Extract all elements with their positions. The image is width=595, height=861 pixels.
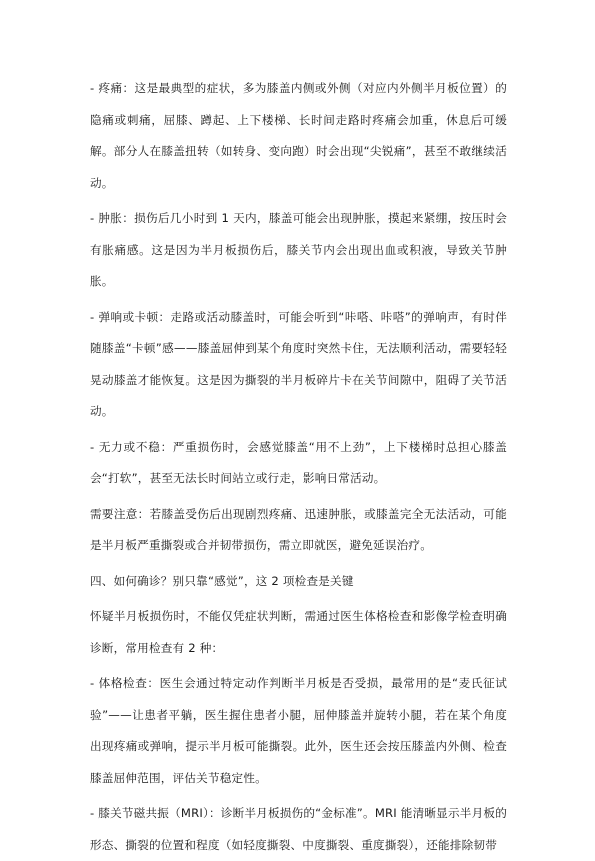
- paragraph-pain: - 疼痛：这是最典型的症状，多为膝盖内侧或外侧（对应内外侧半月板位置）的隐痛或刺痛，屈膝、蹲起、上下楼梯、长时间走路时疼痛会加重，休息后可缓解。部分人在膝盖扭转（如转身、变向跑）时会出现“尖锐痛”，甚至不敢继续活动。: [90, 81, 507, 190]
- paragraph-clicking: - 弹响或卡顿：走路或活动膝盖时，可能会听到“咔嗒、咔嗒”的弹响声，有时伴随膝盖“卡顿”感——膝盖屈伸到某个角度时突然卡住，无法顺利活动，需要轻轻晃动膝盖才能恢复。这是因为撕裂的半月板碎片卡在关节间隙中，阻碍了关节活动。: [90, 309, 507, 418]
- section-heading: 四、如何确诊？别只靠“感觉”，这 2 项检查是关键: [90, 573, 354, 588]
- paragraph-physical-exam: - 体格检查：医生会通过特定动作判断半月板是否受损，最常用的是“麦氏征试验”——让患者平躺，医生握住患者小腿，屈伸膝盖并旋转小腿，若在某个角度出现疼痛或弹响，提示半月板可能撕裂。此外，医生还会按压膝盖内外侧、检查膝盖屈伸范围，评估关节稳定性。: [90, 676, 507, 785]
- paragraph-caution: 需要注意：若膝盖受伤后出现剧烈疼痛、迅速肿胀，或膝盖完全无法活动，可能是半月板严重撕裂或合并韧带损伤，需立即就医，避免延误治疗。: [90, 506, 507, 552]
- paragraph-mri: - 膝关节磁共振（MRI）：诊断半月板损伤的“金标准”。MRI 能清晰显示半月板的形态、撕裂的位置和程度（如轻度撕裂、中度撕裂、重度撕裂），还能排除韧带: [90, 806, 507, 852]
- paragraph-weakness: - 无力或不稳：严重损伤时，会感觉膝盖“用不上劲”，上下楼梯时总担心膝盖会“打软”，甚至无法长时间站立或行走，影响日常活动。: [90, 439, 507, 485]
- paragraph-swelling: - 肿胀：损伤后几小时到 1 天内，膝盖可能会出现肿胀，摸起来紧绷，按压时会有胀痛感。这是因为半月板损伤后，膝关节内会出现出血或积液，导致关节肿胀。: [90, 211, 507, 288]
- paragraph-diagnosis-intro: 怀疑半月板损伤时，不能仅凭症状判断，需通过医生体格检查和影像学检查明确诊断，常用检查有 2 种：: [90, 609, 507, 655]
